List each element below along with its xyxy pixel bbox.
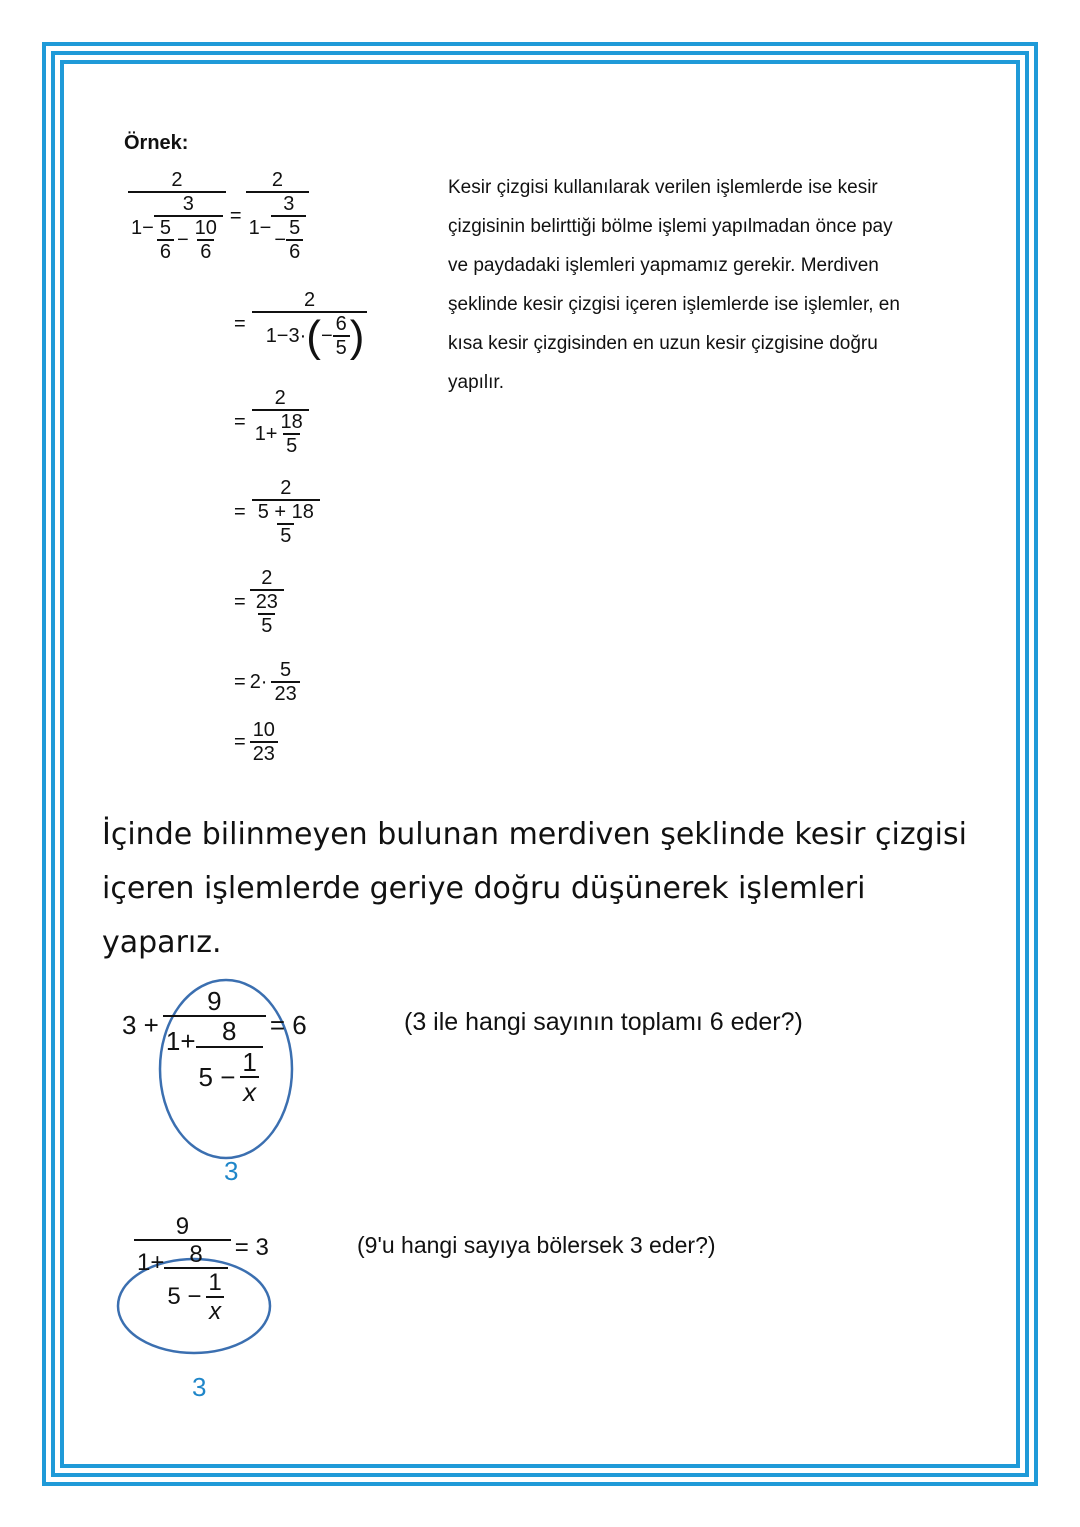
intro-line: yaparız. — [102, 925, 222, 960]
step-5 — [234, 568, 284, 637]
five-minus: 5 − — [167, 1283, 202, 1311]
denominator: 5 — [335, 337, 347, 359]
ex2-answer: 3 — [192, 1372, 207, 1402]
numerator: 1 — [242, 1046, 257, 1077]
numerator: 5 + 18 — [257, 501, 314, 523]
equals-three: = 3 — [234, 1234, 269, 1261]
negative-sign: − — [320, 325, 333, 347]
numerator: 8 — [189, 1241, 203, 1269]
left-paren: ( — [306, 311, 321, 361]
numerator: 9 — [175, 1213, 190, 1240]
equals-sign: = — [234, 501, 246, 523]
step1-left-fraction — [128, 170, 226, 263]
ex2-question: (9'u hangi sayıya bölersek 3 eder?) — [357, 1232, 716, 1258]
numerator: 9 — [207, 986, 222, 1016]
intro-text — [102, 808, 1002, 970]
numerator: 5 — [280, 659, 292, 681]
intro-line: İçinde bilinmeyen bulunan merdiven şeklinde kesir çizgisi — [102, 817, 967, 852]
step-1 — [128, 170, 309, 263]
denominator: 5 — [280, 525, 292, 547]
denominator: 5 — [261, 615, 273, 637]
numerator: 5 — [159, 217, 171, 239]
step-6 — [234, 660, 300, 705]
intro-line: içeren işlemlerde geriye doğru düşünerek işlemleri — [102, 871, 866, 906]
denominator: 6 — [200, 241, 212, 263]
numerator: 3 — [182, 193, 194, 215]
ex1-equation — [122, 988, 307, 1106]
numerator: 6 — [335, 313, 347, 335]
paragraph-line: yapılır. — [448, 372, 504, 393]
equals-sign: = — [234, 731, 246, 753]
numerator: 3 — [283, 193, 295, 215]
five-minus: 5 − — [198, 1061, 236, 1092]
equals-sign: = — [234, 671, 246, 693]
ex1-question: (3 ile hangi sayının toplamı 6 eder?) — [404, 1008, 803, 1036]
equals-sign: = — [234, 591, 246, 613]
two-times: 2· — [249, 671, 268, 693]
denominator: 23 — [274, 683, 297, 705]
numerator: 1 — [208, 1269, 222, 1297]
step-3 — [234, 388, 309, 457]
one-plus: 1+ — [165, 1026, 196, 1057]
numerator: 5 — [289, 217, 301, 239]
paragraph-line: kısa kesir çizgisinden en uzun kesir çizgisine doğru — [448, 333, 878, 354]
one-plus: 1+ — [137, 1249, 165, 1277]
one-minus: 1− — [131, 217, 154, 239]
equals-sign: = — [234, 313, 246, 335]
denominator: 6 — [289, 241, 301, 263]
numerator: 18 — [280, 411, 303, 433]
step-2 — [234, 290, 367, 359]
paragraph-line: ve paydadaki işlemleri yapmamız gerekir. Merdiven — [448, 255, 879, 276]
step1-right-fraction — [246, 170, 310, 263]
ex1-answer: 3 — [224, 1156, 239, 1186]
equals-sign: = — [234, 411, 246, 433]
equals-six: = 6 — [269, 1010, 307, 1040]
equals-sign: = — [229, 205, 242, 227]
explanation-paragraph — [448, 168, 1008, 402]
step-7 — [234, 720, 278, 765]
numerator: 10 — [194, 217, 217, 239]
numerator: 2 — [261, 567, 273, 589]
numerator: 10 — [252, 719, 275, 741]
numerator: 2 — [271, 169, 283, 191]
numerator: 2 — [303, 289, 316, 311]
numerator: 2 — [274, 387, 286, 409]
paragraph-line: Kesir çizgisi kullanılarak verilen işlemlerde ise kesir — [448, 177, 878, 198]
example-label: Örnek: — [124, 132, 189, 154]
right-paren: ) — [349, 311, 365, 361]
minus-sign: − — [176, 229, 189, 251]
numerator: 23 — [255, 591, 278, 613]
numerator: 2 — [280, 477, 292, 499]
ex2-equation — [134, 1214, 269, 1324]
step-4 — [234, 478, 320, 547]
numerator: 8 — [221, 1016, 237, 1047]
denominator: 23 — [252, 743, 275, 765]
paragraph-line: şeklinde kesir çizgisi içeren işlemlerde ise işlemler, en — [448, 294, 900, 315]
three-plus: 3 + — [122, 1010, 159, 1040]
denominator: 6 — [159, 241, 171, 263]
one-minus: 1− — [248, 217, 272, 239]
variable-x: x — [209, 1297, 222, 1325]
one-minus-three-times: 1−3· — [265, 325, 307, 347]
variable-x: x — [243, 1076, 257, 1107]
denominator: 5 — [286, 435, 298, 457]
paragraph-line: çizgisinin belirttiği bölme işlemi yapılmadan önce pay — [448, 216, 893, 237]
negative-sign: − — [274, 229, 287, 251]
numerator: 2 — [171, 169, 183, 191]
one-plus: 1+ — [254, 423, 278, 445]
